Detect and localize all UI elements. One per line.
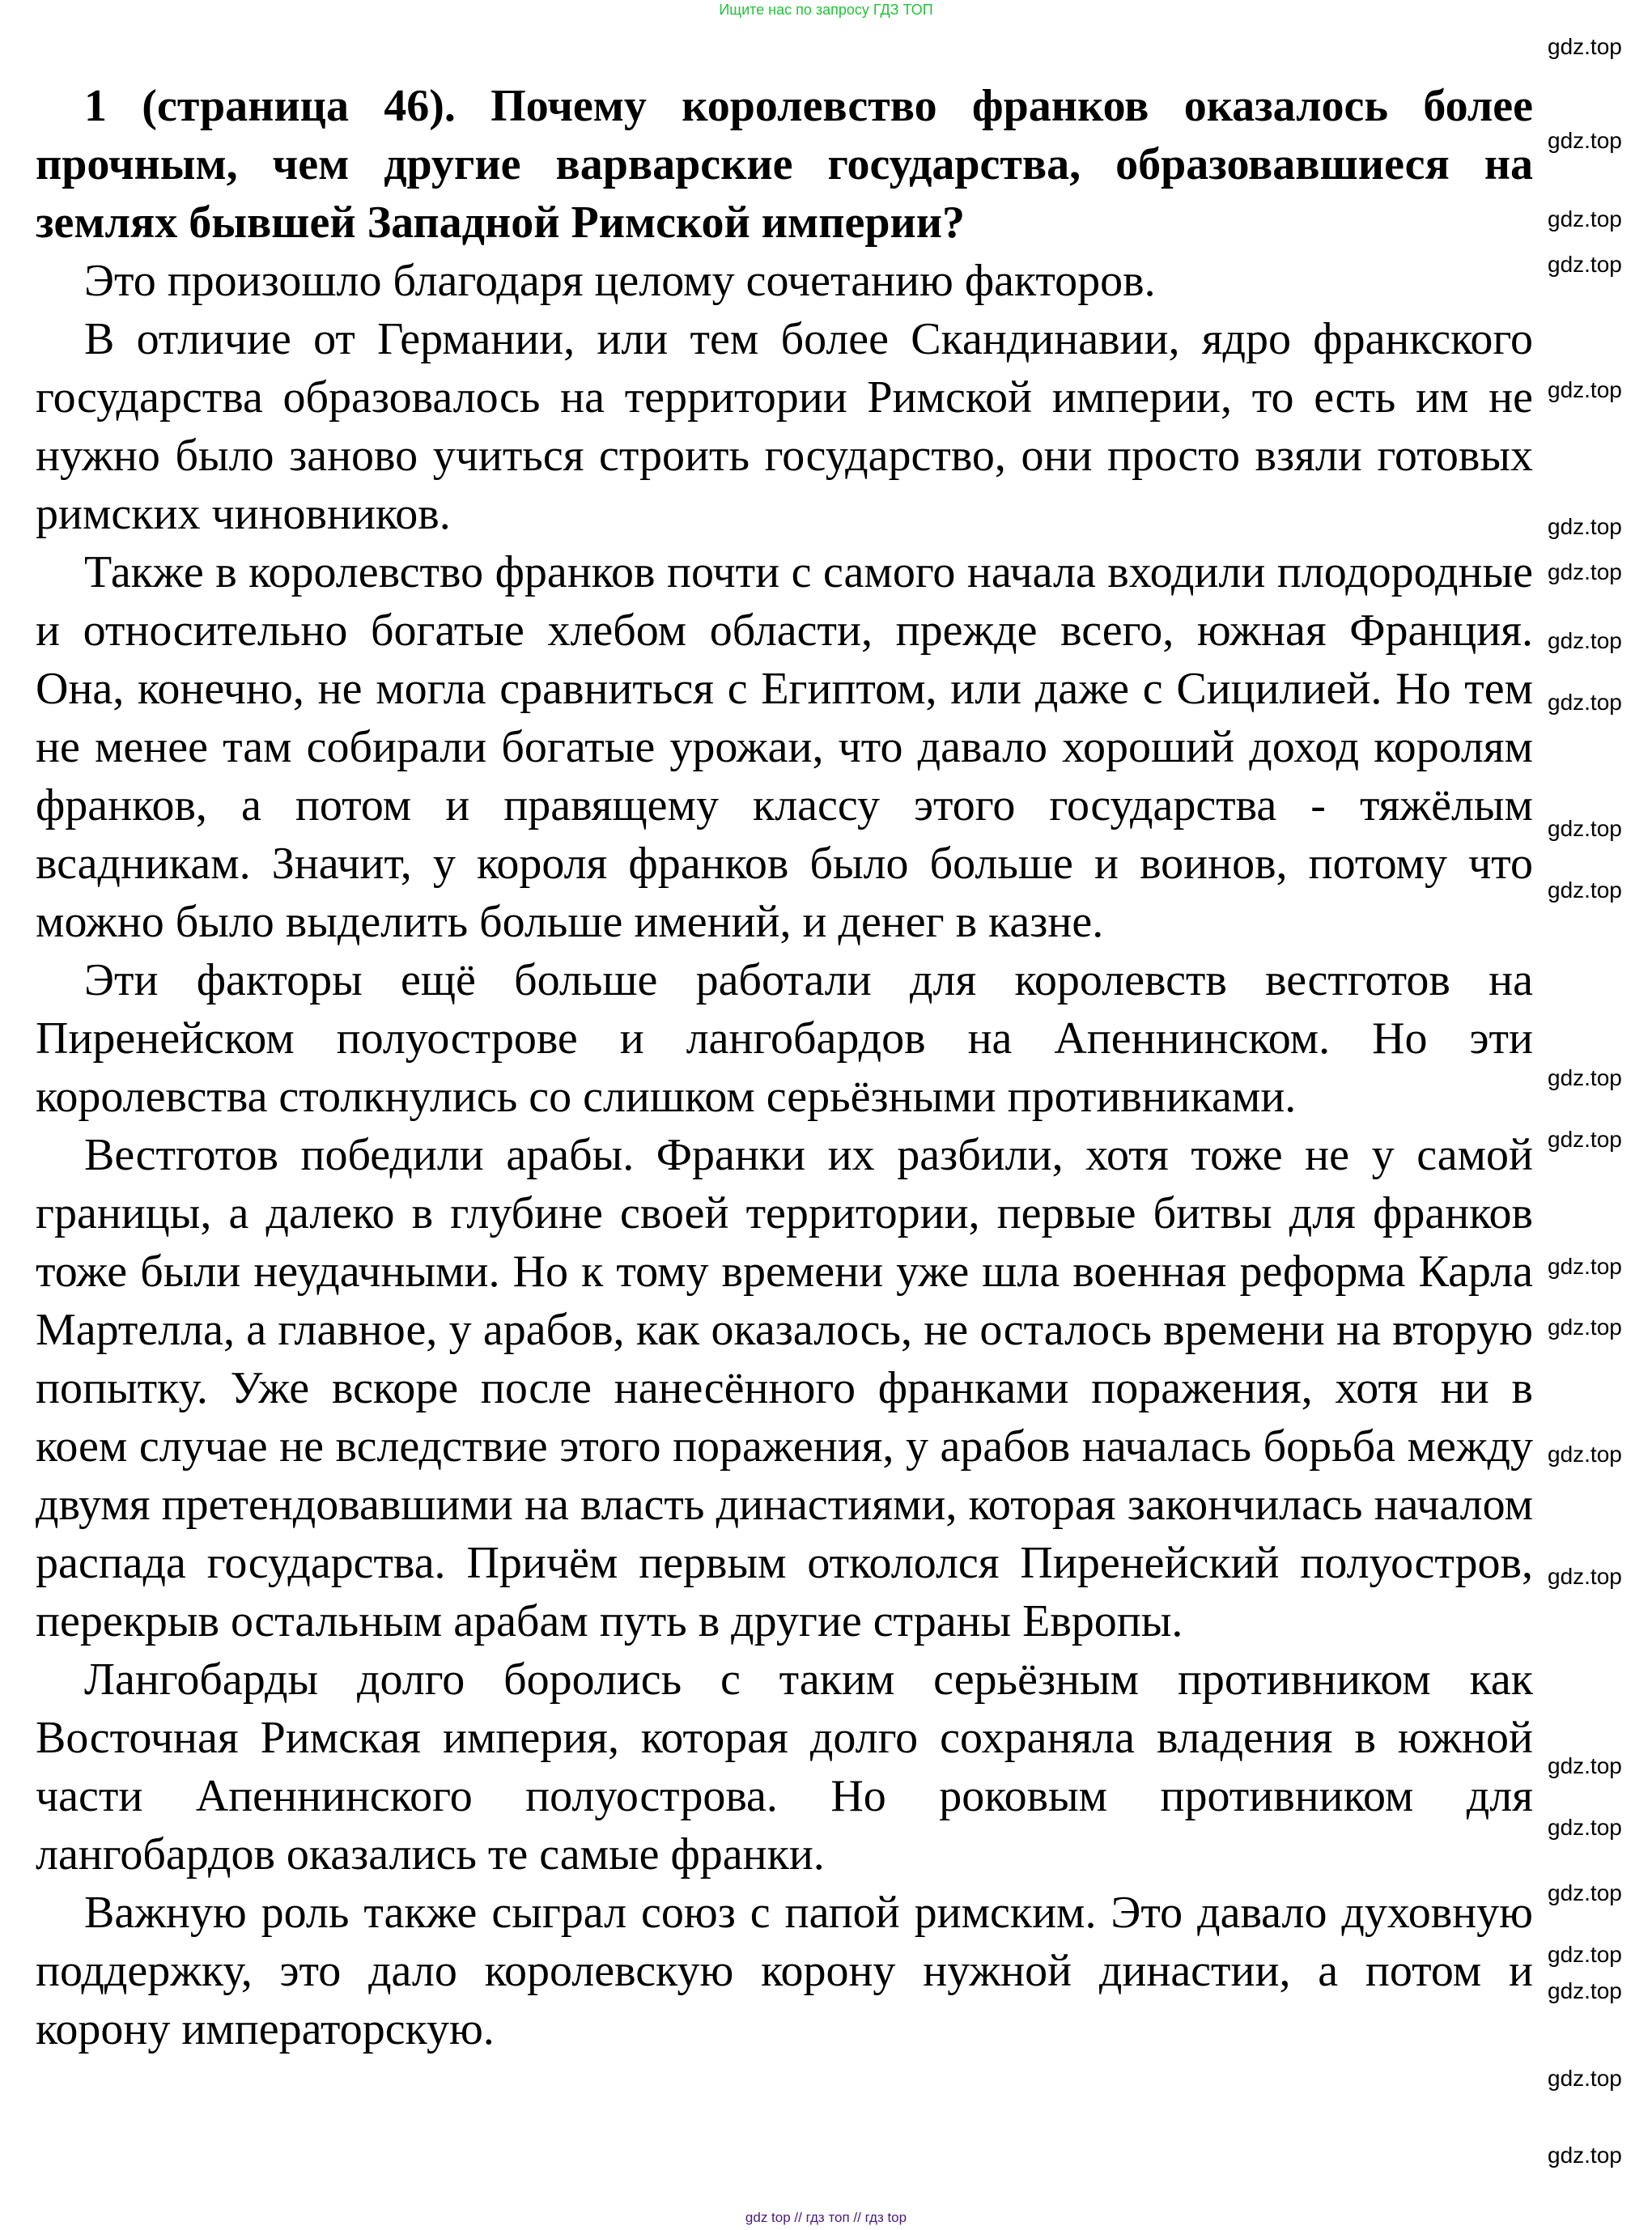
watermark: gdz.top <box>1548 1815 1622 1840</box>
watermark: gdz.top <box>1548 514 1622 539</box>
watermark: gdz.top <box>1548 1315 1622 1340</box>
watermark: gdz.top <box>1548 816 1622 841</box>
paragraph: Лангобарды долго боролись с таким серьёзным противником как Восточная Римская империя, которая долго сохраняла владения в южной части Апеннинского полуострова. Но роковым противником для лангобардов оказались те самые франки. <box>36 1654 1533 1880</box>
watermark: gdz.top <box>1548 1442 1622 1467</box>
watermark: gdz.top <box>1548 34 1622 59</box>
watermark: gdz.top <box>1548 1127 1622 1152</box>
watermark: gdz.top <box>1548 1065 1622 1090</box>
watermark: gdz.top <box>1548 877 1622 903</box>
paragraph: Эти факторы ещё больше работали для королевств вестготов на Пиренейском полуострове и лангобардов на Апеннинском. Но эти королевства столкнулись со слишком серьёзными противниками. <box>36 955 1533 1122</box>
watermark: gdz.top <box>1548 1880 1622 1905</box>
footer-watermark: gdz top // гдз топ // гдз top <box>745 2210 907 2225</box>
watermark: gdz.top <box>1548 377 1622 402</box>
paragraph: В отличие от Германии, или тем более Скандинавии, ядро франкского государства образовалось на территории Римской империи, то есть им не нужно было заново учиться строить государство, они просто взяли готовых римских чиновников. <box>36 314 1533 539</box>
paragraph: Важную роль также сыграл союз с папой римским. Это давало духовную поддержку, это дало королевскую корону нужной династии, а потом и корону императорскую. <box>36 1888 1533 2054</box>
watermark: gdz.top <box>1548 1254 1622 1279</box>
top-banner: Ищите нас по запросу ГДЗ ТОП <box>719 2 933 18</box>
watermark: gdz.top <box>1548 628 1622 653</box>
paragraph: Это произошло благодаря целому сочетанию факторов. <box>84 256 1156 306</box>
watermark: gdz.top <box>1548 1978 1622 2003</box>
watermark: gdz.top <box>1548 1564 1622 1589</box>
watermark: gdz.top <box>1548 559 1622 584</box>
watermark: gdz.top <box>1548 1942 1622 1967</box>
watermark: gdz.top <box>1548 2066 1622 2091</box>
watermark: gdz.top <box>1548 252 1622 277</box>
question-title: 1 (страница 46). Почему королевство франков оказалось более прочным, чем другие варварские государства, образовавшиеся на землях бывшей Западной Римской империи? <box>36 81 1533 248</box>
document-body <box>36 77 1533 2058</box>
watermark: gdz.top <box>1548 2143 1622 2168</box>
watermark: gdz.top <box>1548 206 1622 231</box>
watermark: gdz.top <box>1548 690 1622 715</box>
watermark: gdz.top <box>1548 128 1622 153</box>
watermark: gdz.top <box>1548 1753 1622 1778</box>
paragraph: Вестготов победили арабы. Франки их разбили, хотя тоже не у самой границы, а далеко в глубине своей территории, первые битвы для франков тоже были неудачными. Но к тому времени уже шла военная реформа Карла Мартелла, а главное, у арабов, как оказалось, не осталось времени на вторую попытку. Уже вскоре после нанесённого франками поражения, хотя ни в коем случае не вследствие этого поражения, у арабов началась борьба между двумя претендовавшими на власть династиями, которая закончилась началом распада государства. Причём первым откололся Пиренейский полуостров, перекрыв остальным арабам путь в другие страны Европы. <box>36 1130 1533 1646</box>
paragraph: Также в королевство франков почти с самого начала входили плодородные и относительно богатые хлебом области, прежде всего, южная Франция. Она, конечно, не могла сравниться с Египтом, или даже с Сицилией. Но тем не менее там собирали богатые урожаи, что давало хороший доход королям франков, а потом и правящему классу этого государства - тяжёлым всадникам. Значит, у короля франков было больше и воинов, потому что можно было выделить больше имений, и денег в казне. <box>36 547 1533 947</box>
